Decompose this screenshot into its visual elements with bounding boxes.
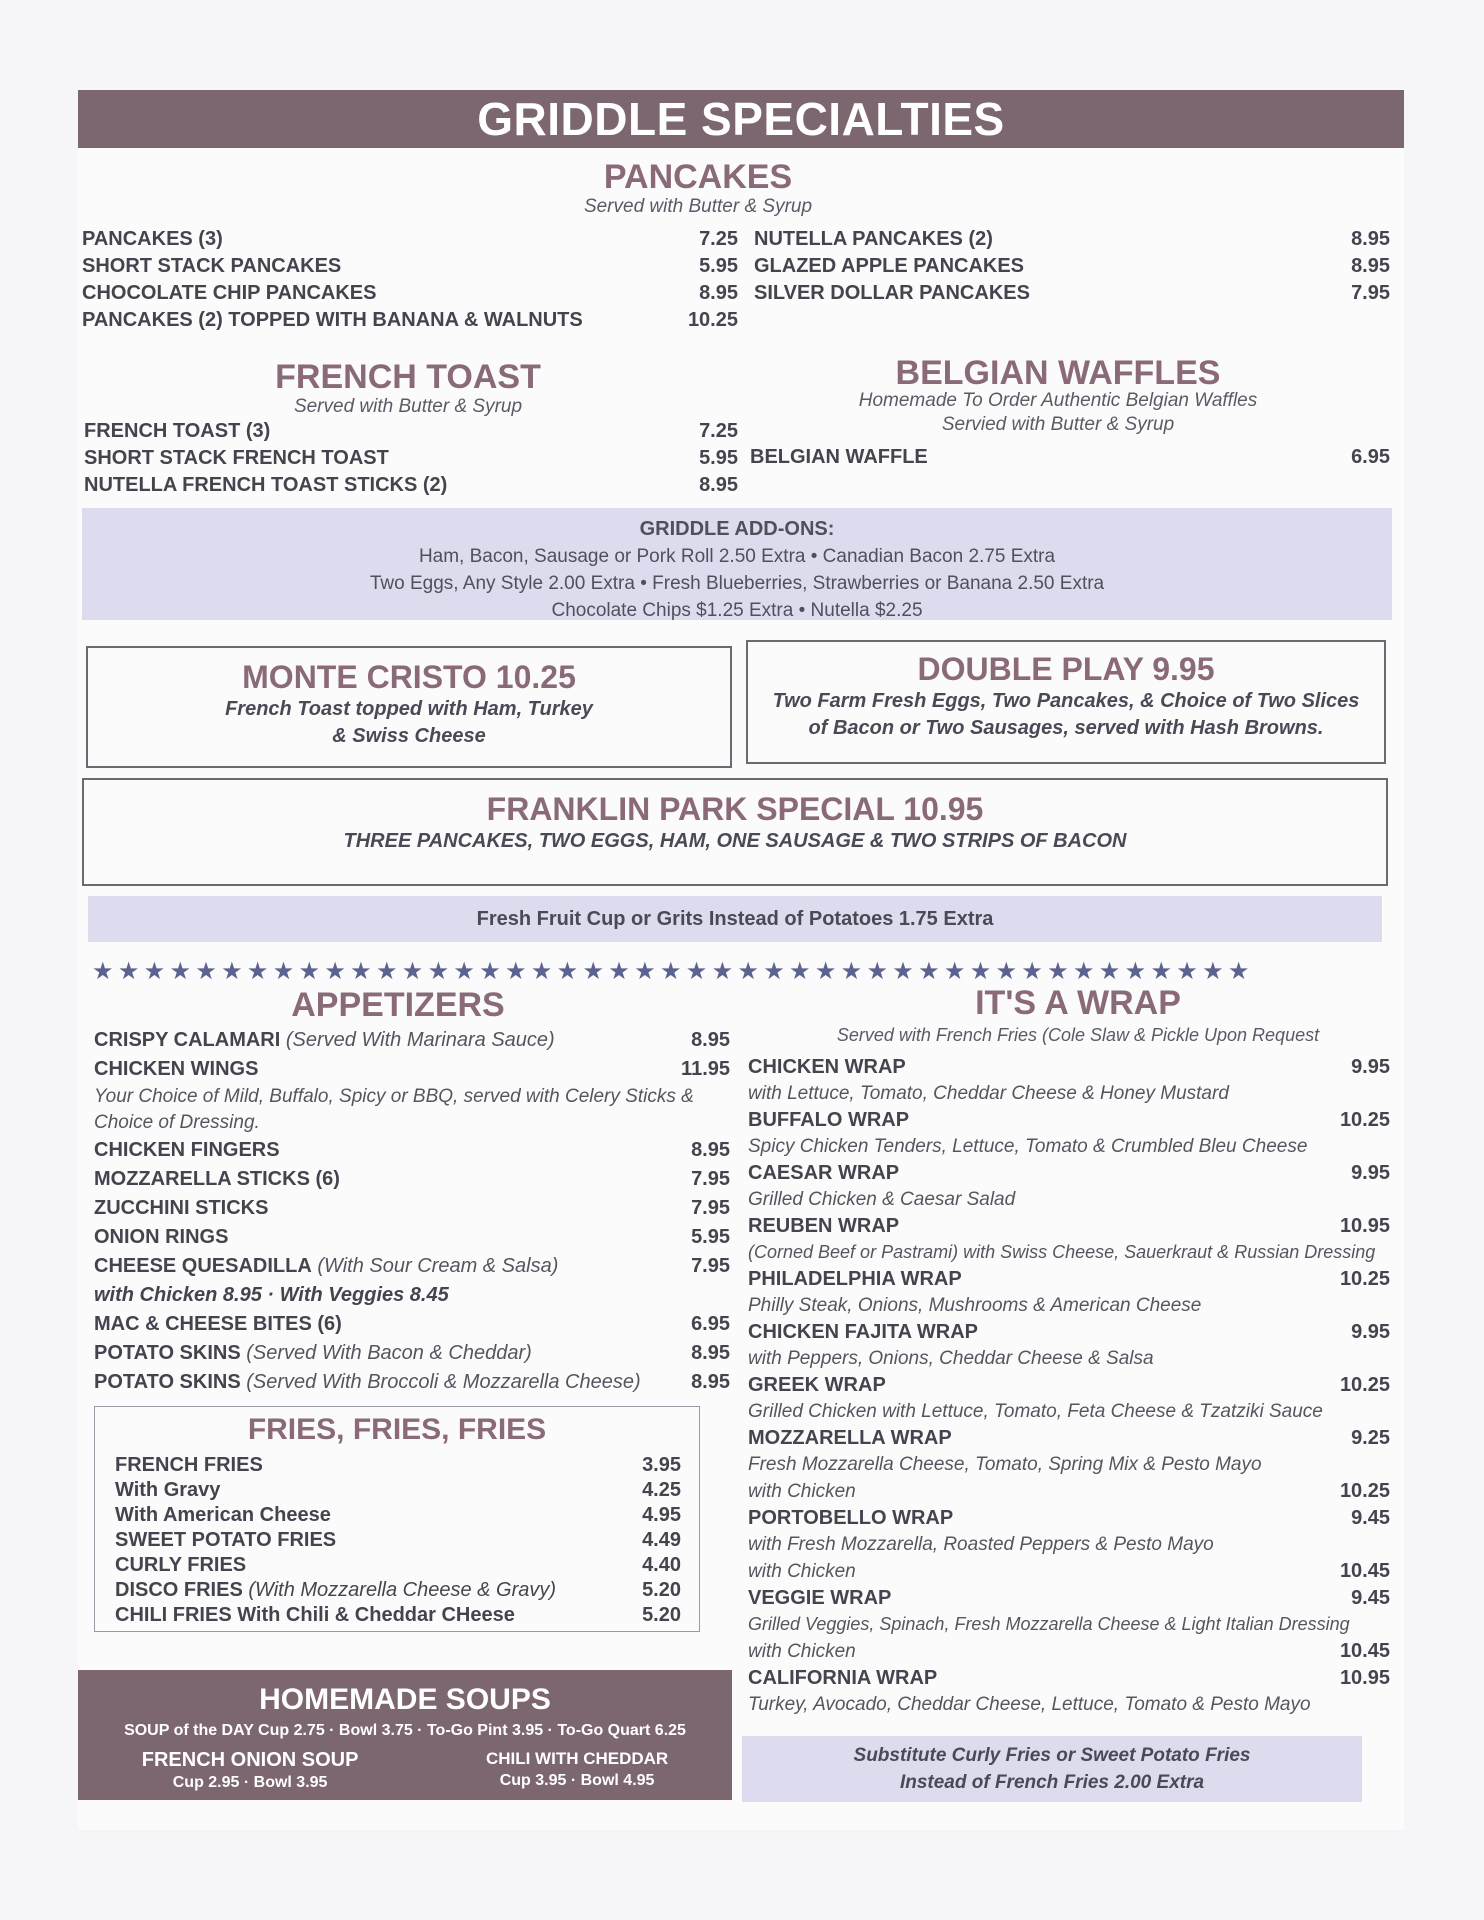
belgian-title: BELGIAN WAFFLES (895, 354, 1221, 392)
pancakes-left-list (82, 226, 738, 334)
chili-with-cheddar: CHILI WITH CHEDDAR Cup 3.95 · Bowl 4.95 (485, 1749, 669, 1789)
menu-item: SWEET POTATO FRIES 4.49 (115, 1529, 681, 1551)
menu-item: CRISPY CALAMARI (Served With Marinara Sauce) 8.95 (94, 1029, 730, 1051)
menu-item: MOZZARELLA STICKS (6) 7.95 (94, 1168, 730, 1190)
double-play-title: DOUBLE PLAY 9.95 (917, 651, 1215, 687)
menu-item: With Gravy 4.25 (115, 1479, 681, 1501)
menu-item: ZUCCHINI STICKS 7.95 (94, 1197, 730, 1219)
menu-item: CHICKEN FAJITA WRAP 9.95 (748, 1321, 1390, 1343)
appetizers-list (94, 1026, 730, 1397)
item-description: Grilled Chicken & Caesar Salad (748, 1189, 1016, 1210)
monte-cristo-title: MONTE CRISTO 10.25 (242, 659, 576, 695)
french-toast-title: FRENCH TOAST (275, 358, 541, 396)
monte-cristo-desc: & Swiss Cheese (332, 725, 486, 747)
soups-daily: SOUP of the DAY Cup 2.75 · Bowl 3.75 · To-Go Pint 3.95 · To-Go Quart 6.25 (124, 1722, 686, 1739)
fruit-cup-note: Fresh Fruit Cup or Grits Instead of Potatoes 1.75 Extra (88, 896, 1382, 942)
franklin-park-title: FRANKLIN PARK SPECIAL 10.95 (486, 791, 984, 827)
menu-item: CHILI FRIES With Chili & Cheddar CHeese 5.20 (115, 1604, 681, 1626)
item-description: (Corned Beef or Pastrami) with Swiss Cheese, Sauerkraut & Russian Dressing (748, 1242, 1376, 1262)
menu-item: NUTELLA FRENCH TOAST STICKS (2) 8.95 (84, 474, 738, 496)
wraps-title: IT'S A WRAP (975, 984, 1181, 1022)
menu-item: SHORT STACK FRENCH TOAST 5.95 (84, 447, 738, 469)
menu-item: BUFFALO WRAP 10.25 (748, 1109, 1390, 1131)
menu-item: FRENCH FRIES 3.95 (115, 1454, 681, 1476)
item-description: Spicy Chicken Tenders, Lettuce, Tomato & Crumbled Bleu Cheese (748, 1136, 1308, 1157)
section-banner: GRIDDLE SPECIALTIES (78, 90, 1404, 148)
item-option: with Chicken 10.45 (748, 1640, 1390, 1662)
griddle-addons (82, 508, 1392, 620)
item-description: Turkey, Avocado, Cheddar Cheese, Lettuce, Tomato & Pesto Mayo (748, 1694, 1311, 1715)
wraps-subtitle: Served with French Fries (Cole Slaw & Pickle Upon Request (836, 1025, 1320, 1045)
menu-item: GREEK WRAP 10.25 (748, 1374, 1390, 1396)
item-extra: with Chicken 8.95 · With Veggies 8.45 (94, 1284, 449, 1306)
monte-cristo-desc: French Toast topped with Ham, Turkey (225, 698, 593, 720)
menu-item: FRENCH TOAST (3) 7.25 (84, 420, 738, 442)
item-option: with Chicken 10.45 (748, 1560, 1390, 1582)
pancakes-right-list (754, 226, 1390, 307)
menu-page (78, 90, 1404, 1830)
belgian-subtitle-1: Homemade To Order Authentic Belgian Waffles (858, 390, 1258, 411)
addons-title: GRIDDLE ADD-ONS: (639, 518, 835, 540)
franklin-park-box (82, 778, 1388, 886)
menu-item: MAC & CHEESE BITES (6) 6.95 (94, 1313, 730, 1335)
menu-item: REUBEN WRAP 10.95 (748, 1215, 1390, 1237)
menu-item: PHILADELPHIA WRAP 10.25 (748, 1268, 1390, 1290)
soups-title: HOMEMADE SOUPS (259, 1683, 551, 1716)
menu-item: DISCO FRIES (With Mozzarella Cheese & Gravy) 5.20 (115, 1579, 681, 1601)
item-description: with Lettuce, Tomato, Cheddar Cheese & Honey Mustard (748, 1083, 1229, 1104)
item-description: Philly Steak, Onions, Mushrooms & American Cheese (748, 1295, 1202, 1316)
wraps-list (748, 1054, 1390, 1718)
appetizers-title: APPETIZERS (291, 986, 505, 1024)
substitute-fries-note: Substitute Curly Fries or Sweet Potato Fries Instead of French Fries 2.00 Extra (742, 1736, 1362, 1802)
addons-line: Ham, Bacon, Sausage or Pork Roll 2.50 Extra • Canadian Bacon 2.75 Extra (418, 546, 1056, 567)
menu-item: POTATO SKINS (Served With Broccoli & Mozzarella Cheese) 8.95 (94, 1371, 730, 1393)
french-toast-subtitle: Served with Butter & Syrup (293, 396, 523, 417)
menu-item: PANCAKES (2) TOPPED WITH BANANA & WALNUTS 10.25 (82, 309, 738, 331)
homemade-soups-box (78, 1670, 732, 1800)
menu-item: BELGIAN WAFFLE 6.95 (750, 446, 1390, 468)
fries-box (94, 1406, 700, 1632)
menu-item: With American Cheese 4.95 (115, 1504, 681, 1526)
monte-cristo-box (86, 646, 732, 768)
star-divider: ★★★★★★★★★★★★★★★★★★★★★★★★★★★★★★★★★★★★★★★★★★★★★ (92, 957, 1254, 985)
franklin-park-desc: THREE PANCAKES, TWO EGGS, HAM, ONE SAUSAGE & TWO STRIPS OF BACON (343, 830, 1127, 852)
menu-item: SHORT STACK PANCAKES 5.95 (82, 255, 738, 277)
menu-item: PANCAKES (3) 7.25 (82, 228, 738, 250)
pancakes-title: PANCAKES (603, 158, 793, 196)
fries-title: FRIES, FRIES, FRIES (247, 1413, 547, 1446)
addons-line: Chocolate Chips $1.25 Extra • Nutella $2.25 (551, 600, 923, 621)
menu-item: GLAZED APPLE PANCAKES 8.95 (754, 255, 1390, 277)
menu-item: CHOCOLATE CHIP PANCAKES 8.95 (82, 282, 738, 304)
menu-item: NUTELLA PANCAKES (2) 8.95 (754, 228, 1390, 250)
menu-item: VEGGIE WRAP 9.45 (748, 1587, 1390, 1609)
soups-specials (78, 1748, 732, 1794)
addons-line: Two Eggs, Any Style 2.00 Extra • Fresh Blueberries, Strawberries or Banana 2.50 Extra (369, 573, 1105, 594)
menu-item: SILVER DOLLAR PANCAKES 7.95 (754, 282, 1390, 304)
item-description: Grilled Veggies, Spinach, Fresh Mozzarella Cheese & Light Italian Dressing (748, 1614, 1350, 1634)
item-description: with Fresh Mozzarella, Roasted Peppers & Pesto Mayo (748, 1534, 1214, 1555)
double-play-desc: of Bacon or Two Sausages, served with Hash Browns. (808, 717, 1324, 739)
menu-item: CALIFORNIA WRAP 10.95 (748, 1667, 1390, 1689)
menu-item: CHEESE QUESADILLA (With Sour Cream & Salsa) 7.95 (94, 1255, 730, 1277)
pancakes-subtitle: Served with Butter & Syrup (583, 196, 813, 217)
double-play-box (746, 640, 1386, 764)
fries-list (115, 1453, 681, 1628)
french-toast-list (84, 418, 738, 499)
item-option: with Chicken 10.25 (748, 1480, 1390, 1502)
menu-item: CHICKEN WINGS 11.95 (94, 1058, 730, 1080)
item-description: with Peppers, Onions, Cheddar Cheese & Salsa (748, 1348, 1154, 1369)
french-onion-soup: FRENCH ONION SOUP Cup 2.95 · Bowl 3.95 (141, 1749, 359, 1791)
belgian-subtitle-2: Servied with Butter & Syrup (941, 414, 1175, 435)
menu-item: PORTOBELLO WRAP 9.45 (748, 1507, 1390, 1529)
menu-item: CHICKEN WRAP 9.95 (748, 1056, 1390, 1078)
item-description: Choice of Dressing. (94, 1112, 260, 1133)
menu-item: CHICKEN FINGERS 8.95 (94, 1139, 730, 1161)
menu-item: POTATO SKINS (Served With Bacon & Cheddar) 8.95 (94, 1342, 730, 1364)
item-description: Grilled Chicken with Lettuce, Tomato, Feta Cheese & Tzatziki Sauce (748, 1401, 1323, 1422)
menu-item: CURLY FRIES 4.40 (115, 1554, 681, 1576)
belgian-list (750, 444, 1390, 471)
double-play-desc: Two Farm Fresh Eggs, Two Pancakes, & Choice of Two Slices (772, 690, 1360, 712)
menu-item: CAESAR WRAP 9.95 (748, 1162, 1390, 1184)
menu-item: MOZZARELLA WRAP 9.25 (748, 1427, 1390, 1449)
menu-item: ONION RINGS 5.95 (94, 1226, 730, 1248)
item-description: Your Choice of Mild, Buffalo, Spicy or BBQ, served with Celery Sticks & (94, 1086, 694, 1107)
item-description: Fresh Mozzarella Cheese, Tomato, Spring Mix & Pesto Mayo (748, 1454, 1262, 1475)
